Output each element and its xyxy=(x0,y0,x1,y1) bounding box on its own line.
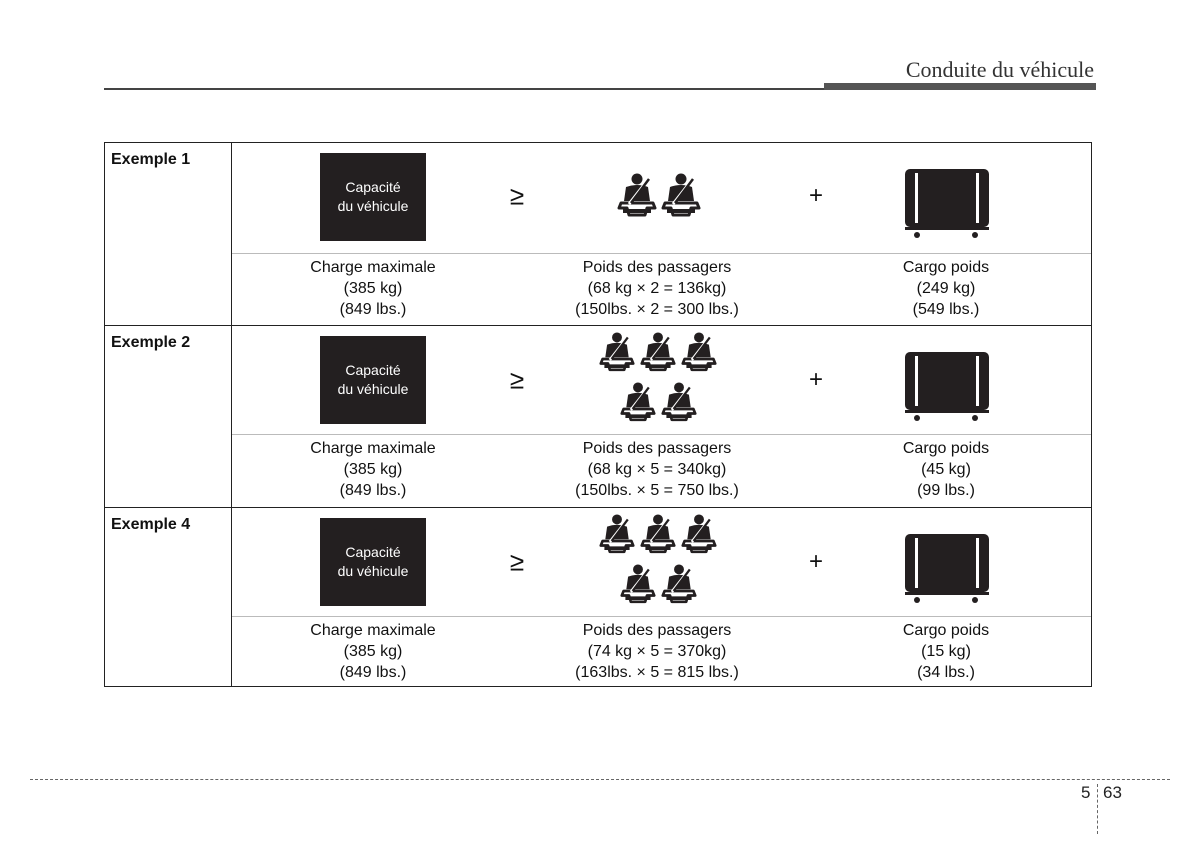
max-load-text xyxy=(253,257,493,320)
cargo-box-icon xyxy=(903,350,991,422)
header-rule-accent xyxy=(824,83,1096,90)
cargo-weight-lbs: (99 lbs.) xyxy=(917,482,975,499)
passenger-weight-kg: (74 kg × 5 = 370kg) xyxy=(587,643,727,660)
example-label: Exemple 4 xyxy=(111,516,191,533)
example-row xyxy=(105,143,1091,325)
capacity-line1: Capacité xyxy=(345,544,401,560)
greater-equal-sign: ≥ xyxy=(509,364,525,395)
passenger-weight-lbs: (150lbs. × 2 = 300 lbs.) xyxy=(575,301,739,318)
plus-sign: + xyxy=(808,548,824,575)
seatbelt-passenger-icon xyxy=(640,332,676,373)
cargo-weight-title: Cargo poids xyxy=(902,622,990,639)
capacity-line2: du véhicule xyxy=(337,381,409,397)
footer-divider xyxy=(1097,784,1098,834)
seatbelt-passenger-icon xyxy=(681,332,717,373)
greater-equal-sign: ≥ xyxy=(509,546,525,577)
cargo-icon xyxy=(903,532,991,609)
chapter-number: 5 xyxy=(1081,783,1091,802)
passenger-weight-text xyxy=(537,438,777,501)
page-number: 63 xyxy=(1103,783,1122,802)
passenger-weight-title: Poids des passagers xyxy=(582,440,732,457)
max-load-text xyxy=(253,438,493,501)
vehicle-capacity-box xyxy=(320,336,426,424)
seatbelt-passenger-icon xyxy=(617,173,657,219)
cargo-icon xyxy=(903,167,991,244)
seatbelt-passenger-icon xyxy=(620,382,656,423)
max-load-title: Charge maximale xyxy=(310,440,436,457)
cargo-weight-kg: (45 kg) xyxy=(921,461,971,478)
passenger-weight-kg: (68 kg × 5 = 340kg) xyxy=(587,461,727,478)
row-subdivider xyxy=(232,434,1091,435)
capacity-line2: du véhicule xyxy=(337,563,409,579)
load-examples-table xyxy=(104,142,1092,687)
seatbelt-passenger-icon xyxy=(661,564,697,605)
passenger-weight-text xyxy=(537,620,777,683)
row-subdivider xyxy=(232,253,1091,254)
page-header-title: Conduite du véhicule xyxy=(905,57,1094,82)
seatbelt-passenger-icon xyxy=(640,514,676,555)
column-divider xyxy=(231,508,232,687)
vehicle-capacity-box xyxy=(320,518,426,606)
capacity-line1: Capacité xyxy=(345,362,401,378)
greater-equal-sign: ≥ xyxy=(509,180,525,211)
max-load-kg: (385 kg) xyxy=(343,461,403,478)
plus-sign: + xyxy=(808,366,824,393)
example-row xyxy=(105,325,1091,507)
seatbelt-passenger-icon xyxy=(620,564,656,605)
seatbelt-passenger-icon xyxy=(661,382,697,423)
max-load-title: Charge maximale xyxy=(310,622,436,639)
column-divider xyxy=(231,326,232,507)
passenger-weight-title: Poids des passagers xyxy=(582,622,732,639)
max-load-lbs: (849 lbs.) xyxy=(339,664,407,681)
cargo-weight-lbs: (549 lbs.) xyxy=(912,301,980,318)
max-load-lbs: (849 lbs.) xyxy=(339,301,407,318)
example-label: Exemple 2 xyxy=(111,334,191,351)
seatbelt-passenger-icon xyxy=(599,514,635,555)
max-load-kg: (385 kg) xyxy=(343,280,403,297)
cargo-weight-title: Cargo poids xyxy=(902,440,990,457)
seatbelt-passenger-icon xyxy=(661,173,701,219)
passenger-weight-lbs: (163lbs. × 5 = 815 lbs.) xyxy=(575,664,739,681)
max-load-title: Charge maximale xyxy=(310,259,436,276)
passenger-weight-kg: (68 kg × 2 = 136kg) xyxy=(587,280,727,297)
row-subdivider xyxy=(232,616,1091,617)
capacity-line2: du véhicule xyxy=(337,198,409,214)
cargo-weight-kg: (15 kg) xyxy=(921,643,971,660)
max-load-lbs: (849 lbs.) xyxy=(339,482,407,499)
max-load-kg: (385 kg) xyxy=(343,643,403,660)
vehicle-capacity-box xyxy=(320,153,426,241)
cargo-weight-text xyxy=(826,620,1066,683)
cargo-weight-title: Cargo poids xyxy=(902,259,990,276)
cargo-weight-text xyxy=(826,438,1066,501)
cargo-icon xyxy=(903,350,991,427)
seatbelt-passenger-icon xyxy=(681,514,717,555)
cargo-weight-kg: (249 kg) xyxy=(916,280,976,297)
cargo-box-icon xyxy=(903,532,991,604)
passenger-weight-lbs: (150lbs. × 5 = 750 lbs.) xyxy=(575,482,739,499)
column-divider xyxy=(231,143,232,325)
passenger-weight-text xyxy=(537,257,777,320)
example-row xyxy=(105,507,1091,687)
capacity-line1: Capacité xyxy=(345,179,401,195)
passenger-weight-title: Poids des passagers xyxy=(582,259,732,276)
max-load-text xyxy=(253,620,493,683)
cargo-box-icon xyxy=(903,167,991,239)
footer-dashed-rule xyxy=(30,779,1170,780)
cargo-weight-lbs: (34 lbs.) xyxy=(917,664,975,681)
seatbelt-passenger-icon xyxy=(599,332,635,373)
example-label: Exemple 1 xyxy=(111,151,191,168)
cargo-weight-text xyxy=(826,257,1066,320)
plus-sign: + xyxy=(808,182,824,209)
